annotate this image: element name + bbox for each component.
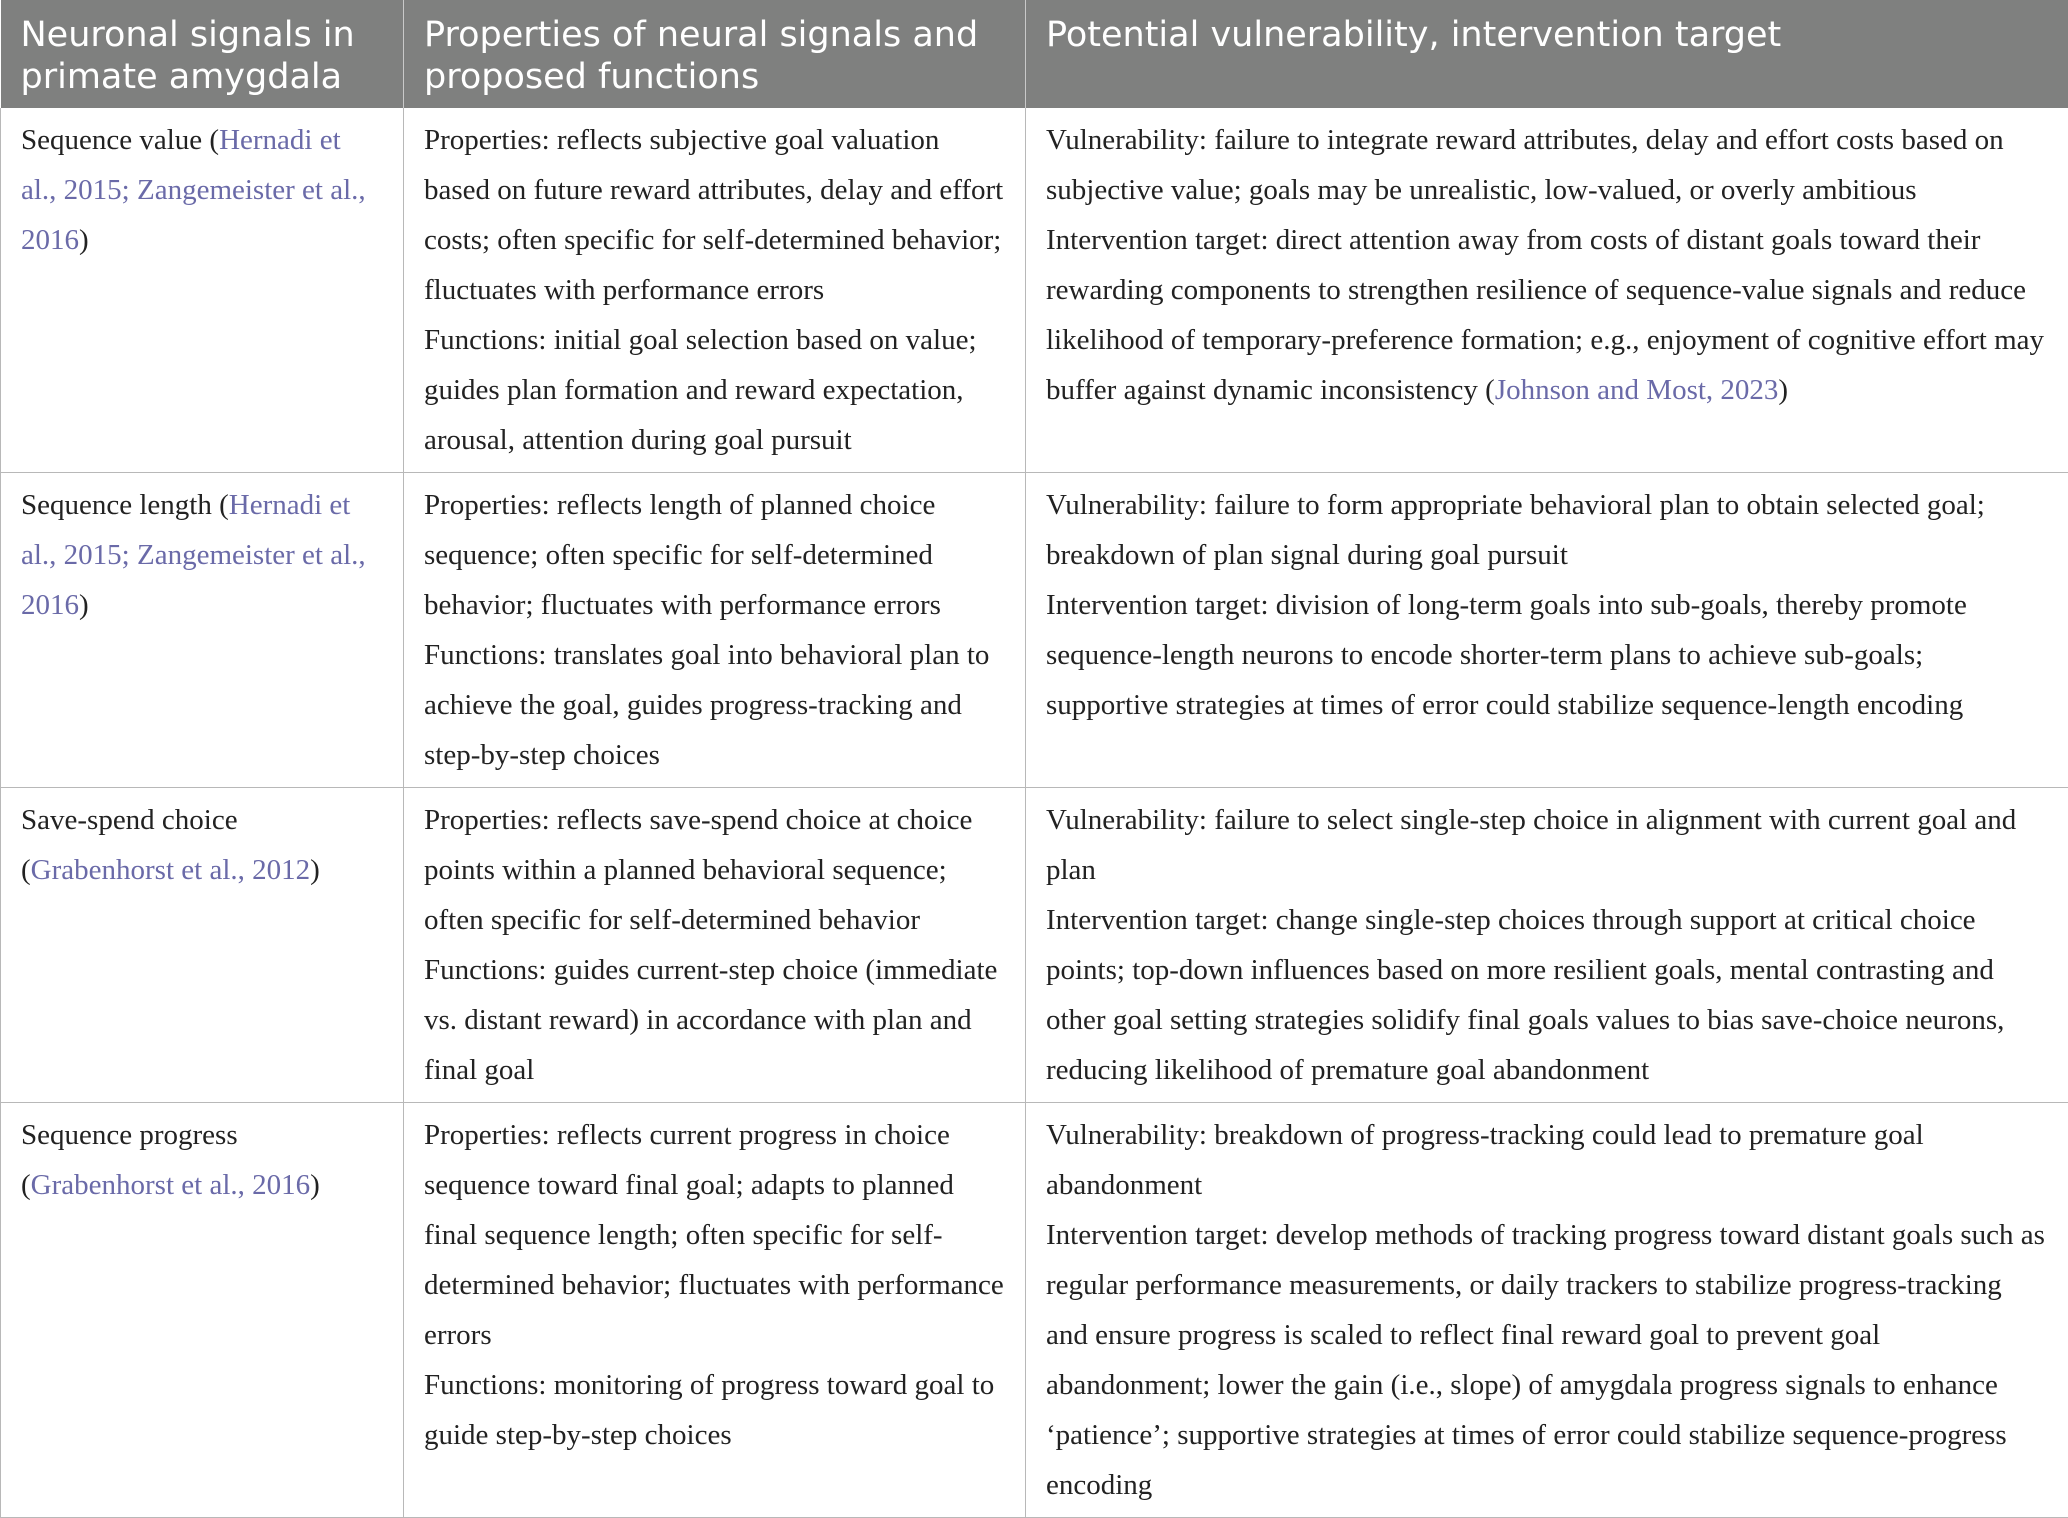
signal-label: Save-spend choice (: [21, 804, 238, 886]
table-row: [1, 473, 2068, 788]
signal-label: Sequence progress (: [21, 1119, 238, 1201]
table-header-row: [1, 0, 2068, 108]
functions-text: Functions: initial goal selection based on value; guides plan formation and reward expectation, arousal, attention during goal pursuit: [424, 315, 1005, 465]
properties-text: Properties: reflects current progress in choice sequence toward final goal; adapts to planned final sequence length; often specific for self-determined behavior; fluctuates with performance errors: [424, 1110, 1005, 1360]
signal-close: ): [310, 854, 320, 886]
vulnerability-text: Vulnerability: failure to form appropriate behavioral plan to obtain selected goal; breakdown of plan signal during goal pursuit: [1046, 480, 2048, 580]
signal-cell: [1, 473, 404, 788]
vulnerability-text: Vulnerability: breakdown of progress-tracking could lead to premature goal abandonment: [1046, 1110, 2048, 1210]
properties-text: Properties: reflects save-spend choice at choice points within a planned behavioral sequence; often specific for self-determined behavior: [424, 795, 1005, 945]
vulnerability-cell: [1026, 788, 2068, 1103]
signal-cell: [1, 1103, 404, 1518]
table-row: [1, 1103, 2068, 1518]
intervention-body: Intervention target: direct attention away from costs of distant goals toward their rewarding components to strengthen resilience of sequence-value signals and reduce likelihood of temporary-preference formation; e.g., enjoyment of cognitive effort may buffer against dynamic inconsistency (: [1046, 224, 2044, 406]
intervention-close: ): [1778, 374, 1788, 406]
intervention-text: [1046, 215, 2048, 415]
signal-close: ): [79, 589, 89, 621]
functions-text: Functions: translates goal into behavioral plan to achieve the goal, guides progress-tracking and step-by-step choices: [424, 630, 1005, 780]
signal-cell: [1, 788, 404, 1103]
functions-text: Functions: guides current-step choice (immediate vs. distant reward) in accordance with plan and final goal: [424, 945, 1005, 1095]
header-properties-functions: Properties of neural signals and proposed functions: [404, 0, 1026, 108]
intervention-text: Intervention target: develop methods of tracking progress toward distant goals such as regular performance measurements, or daily trackers to stabilize progress-tracking and ensure progress is scaled to reflect final reward goal to prevent goal abandonment; lower the gain (i.e., slope) of amygdala progress signals to enhance ‘patience’; supportive strategies at times of error could stabilize sequence-progress encoding: [1046, 1210, 2048, 1510]
signal-label: Sequence value (: [21, 124, 219, 156]
citation-link[interactable]: Johnson and Most, 2023: [1495, 374, 1779, 406]
vulnerability-text: Vulnerability: failure to integrate reward attributes, delay and effort costs based on subjective value; goals may be unrealistic, low-valued, or overly ambitious: [1046, 115, 2048, 215]
properties-cell: [404, 1103, 1026, 1518]
header-vulnerability-intervention: Potential vulnerability, intervention target: [1026, 0, 2068, 108]
functions-text: Functions: monitoring of progress toward goal to guide step-by-step choices: [424, 1360, 1005, 1460]
properties-text: Properties: reflects length of planned choice sequence; often specific for self-determined behavior; fluctuates with performance errors: [424, 480, 1005, 630]
signal-close: ): [310, 1169, 320, 1201]
properties-cell: [404, 788, 1026, 1103]
intervention-text: Intervention target: division of long-term goals into sub-goals, thereby promote sequence-length neurons to encode shorter-term plans to achieve sub-goals; supportive strategies at times of error could stabilize sequence-length encoding: [1046, 580, 2048, 730]
table-row: [1, 788, 2068, 1103]
citation-link[interactable]: Grabenhorst et al., 2012: [31, 854, 310, 886]
vulnerability-cell: [1026, 1103, 2068, 1518]
header-neuronal-signals: Neuronal signals in primate amygdala: [1, 0, 404, 108]
citation-link[interactable]: Hernadi et al., 2015; Zangemeister et al., 2016: [21, 489, 366, 621]
vulnerability-text: Vulnerability: failure to select single-step choice in alignment with current goal and plan: [1046, 795, 2048, 895]
signal-cell: [1, 108, 404, 473]
table-row: [1, 108, 2068, 473]
vulnerability-cell: [1026, 473, 2068, 788]
signal-close: ): [79, 224, 89, 256]
citation-link[interactable]: Grabenhorst et al., 2016: [31, 1169, 310, 1201]
properties-text: Properties: reflects subjective goal valuation based on future reward attributes, delay and effort costs; often specific for self-determined behavior; fluctuates with performance errors: [424, 115, 1005, 315]
intervention-text: Intervention target: change single-step choices through support at critical choice points; top-down influences based on more resilient goals, mental contrasting and other goal setting strategies solidify final goals values to bias save-choice neurons, reducing likelihood of premature goal abandonment: [1046, 895, 2048, 1095]
citation-link[interactable]: Hernadi et al., 2015; Zangemeister et al., 2016: [21, 124, 366, 256]
properties-cell: [404, 473, 1026, 788]
signal-label: Sequence length (: [21, 489, 229, 521]
vulnerability-cell: [1026, 108, 2068, 473]
properties-cell: [404, 108, 1026, 473]
